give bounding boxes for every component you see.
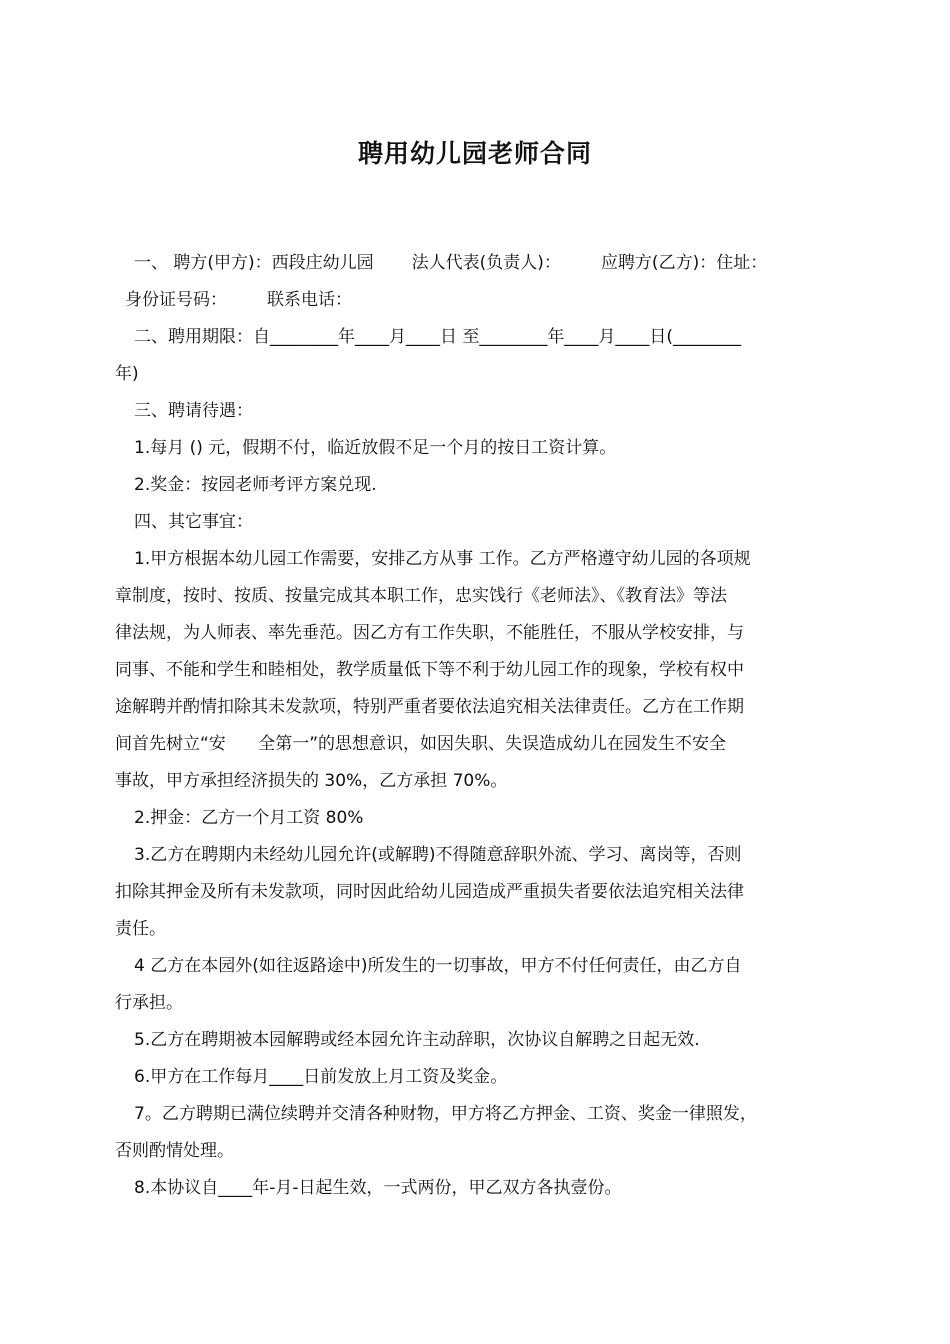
section2-line1 — [115, 319, 837, 356]
section4-item1-line: 间首先树立“安 全第一”的思想意识，如因失职、失误造成幼儿在园发生不安全 — [115, 734, 727, 754]
section4-item3-line: 责任。 — [115, 919, 166, 939]
section4-heading-text: 四、其它事宜： — [134, 512, 253, 532]
section2-line2: 年) — [115, 364, 139, 384]
party-b-text: 应聘方(乙方)：住址： — [600, 253, 768, 273]
section3-heading-text: 三、聘请待遇： — [134, 401, 253, 421]
section4-item4-text: 4 乙方在本园外(如往返路途中)所发生的一切事故，甲方不付任何责任，由乙方自 — [134, 956, 742, 976]
section4-item3-text: 3.乙方在聘期内未经幼儿园允许(或解聘)不得随意辞职外流、学习、离岗等，否则 — [134, 845, 742, 865]
section4-item2-text: 2.押金：乙方一个月工资 80% — [134, 808, 364, 828]
document-body — [115, 245, 837, 1207]
section4-item8-text: 8.本协议自____年-月-日起生效，一式两份，甲乙双方各执壹份。 — [134, 1178, 622, 1198]
section4-item1-line: 同事、不能和学生和睦相处，教学质量低下等不利于幼儿园工作的现象，学校有权中 — [115, 660, 744, 680]
section4-item1-text: 1.甲方根据本幼儿园工作需要，安排乙方从事 工作。乙方严格遵守幼儿园的各项规 — [134, 549, 751, 569]
section4-item4-line — [115, 948, 837, 985]
section3-item1-text: 1.每月 () 元，假期不付，临近放假不足一个月的按日工资计算。 — [134, 438, 617, 458]
section4-item5-text: 5.乙方在聘期被本园解聘或经本园允许主动辞职，次协议自解聘之日起无效. — [134, 1030, 700, 1050]
section3-item2 — [115, 467, 837, 504]
section4-item1-line: 事故，甲方承担经济损失的 30%，乙方承担 70%。 — [115, 771, 508, 791]
section3-item2-text: 2.奖金：按园老师考评方案兑现. — [134, 475, 377, 495]
id-number-label: 身份证号码： — [125, 290, 227, 310]
section4-item3-line — [115, 837, 837, 874]
section4-heading — [115, 504, 837, 541]
term-text: 二、聘用期限：自________年____月____日 至________年____月____日(________ — [134, 327, 742, 347]
section1-line1 — [115, 245, 837, 282]
section4-item1-line: 章制度，按时、按质、按量完成其本职工作，忠实饯行《老师法》、《教育法》等法 — [115, 586, 727, 606]
section4-item7-line — [115, 1096, 837, 1133]
section4-item6-text: 6.甲方在工作每月____日前发放上月工资及奖金。 — [134, 1067, 508, 1087]
section4-item8 — [115, 1170, 837, 1207]
party-a-text: 一、 聘方(甲方)：西段庄幼儿园 — [134, 253, 374, 273]
section3-heading — [115, 393, 837, 430]
section1-line2 — [115, 282, 837, 319]
document-title: 聘用幼儿园老师合同 — [357, 139, 592, 168]
section4-item4-line: 行承担。 — [115, 993, 183, 1013]
section4-item6 — [115, 1059, 837, 1096]
legal-rep-text: 法人代表(负责人)： — [411, 253, 561, 273]
section4-item1-line: 律法规，为人师表、率先垂范。因乙方有工作失职，不能胜任，不服从学校安排，与 — [115, 623, 744, 643]
section3-item1 — [115, 430, 837, 467]
section4-item7-line: 否则酌情处理。 — [115, 1141, 234, 1161]
section4-item7-text: 7。乙方聘期已满位续聘并交清各种财物，甲方将乙方押金、工资、奖金一律照发， — [134, 1104, 757, 1124]
section4-item2 — [115, 800, 837, 837]
section4-item5 — [115, 1022, 837, 1059]
section4-item1-line — [115, 541, 837, 578]
section4-item1-line: 途解聘并酌情扣除其未发款项，特别严重者要依法追究相关法律责任。乙方在工作期 — [115, 697, 744, 717]
section4-item3-line: 扣除其押金及所有未发款项，同时因此给幼儿园造成严重损失者要依法追究相关法律 — [115, 882, 744, 902]
phone-label: 联系电话： — [267, 290, 352, 310]
